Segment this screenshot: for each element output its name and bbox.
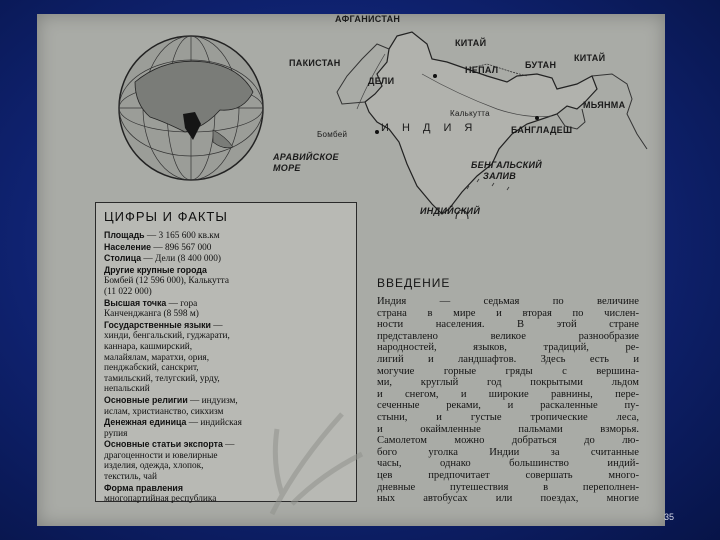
intro-title: ВВЕДЕНИЕ <box>377 276 451 290</box>
facts-list: Площадь — 3 165 600 кв.км Население — 896 567 000 Столица — Дели (8 400 000) Другие крупные города Бомбей (12 596 000), Калькутта (11 022 000) Высшая точка — гора Канченджанга (8 598 м) Государственные языки — хинди, бенгальский, гуджарати, каннара, кашмирский, малайялам, маратхи, ория, пенджабский, санскрит, тамильский, телугский, урду, непальский Основные религии — индуизм, ислам, христианство, сикхизм Денежная единица — индийская рупия Основные статьи экспорта — драгоценности и ювелирные изделия, одежда, хлопок, текстиль, чай Форма правления многопартийная республика <box>104 230 348 505</box>
bombay-dot <box>375 130 379 134</box>
label-arabian-sea-1: АРАВИЙСКОЕ <box>273 152 339 162</box>
label-pakistan: ПАКИСТАН <box>289 58 341 68</box>
label-nepal: НЕПАЛ <box>465 65 499 75</box>
northeast-border <box>592 74 647 149</box>
label-calcutta: Калькутта <box>450 109 490 118</box>
fact-peak: Высшая точка — гора <box>104 297 198 309</box>
label-myanmar: МЬЯНМА <box>583 100 626 110</box>
india-map <box>37 14 665 219</box>
scanned-page <box>37 14 665 526</box>
fact-currency: Денежная единица — индийская <box>104 417 242 429</box>
label-arabian-sea-2: МОРЕ <box>273 163 301 173</box>
label-india: И Н Д И Я <box>381 122 478 134</box>
label-bombay: Бомбей <box>317 130 348 139</box>
globe-icon <box>115 32 267 184</box>
label-delhi: ДЕЛИ <box>368 76 395 86</box>
fact-capital: Столица — Дели (8 400 000) <box>104 253 221 265</box>
delhi-dot <box>433 74 437 78</box>
label-afghanistan: АФГАНИСТАН <box>335 14 401 24</box>
fact-languages: Государственные языки — <box>104 319 223 331</box>
label-bhutan: БУТАН <box>525 60 557 70</box>
label-bengal-bay-1: БЕНГАЛЬСКИЙ <box>471 160 543 170</box>
label-china-east: КИТАЙ <box>574 53 606 63</box>
label-china-west: КИТАЙ <box>455 38 487 48</box>
label-bangladesh: БАНГЛАДЕШ <box>511 125 573 135</box>
fact-government: Форма правления <box>104 482 183 493</box>
fact-religions: Основные религии — индуизм, <box>104 394 238 406</box>
fact-exports: Основные статьи экспорта — <box>104 439 235 451</box>
intro-text: Индия — седьмая по величине страна в мире и вторая по числен- ности населения. В этой стране представлено великое разнообразие народностей, языков, традиций, ре- лигий и ландшафтов. Здесь есть и могучие горные гряды с вершина- ми, круглый год покрытыми льдом и снегом, и широкие равнины, пере- сеченные реками, и раскаленные пу- стыни, и густые тропические леса, и окаймленные пальмами взморья. Самолетом можно добраться до лю- бого уголка Индии за считанные часы, однако большинство индий- цев предпочитает совершать много- дневные путешествия в переполнен- ных автобусах или поездах, многие <box>377 296 639 505</box>
label-indian-ocean-1: ИНДИЙСКИЙ <box>420 206 481 216</box>
fact-cities: Другие крупные города <box>104 264 207 275</box>
calcutta-dot <box>535 116 539 120</box>
facts-title: ЦИФРЫ И ФАКТЫ <box>104 209 228 224</box>
fact-population: Население — 896 567 000 <box>104 241 212 253</box>
fact-area: Площадь — 3 165 600 кв.км <box>104 230 220 241</box>
plant-decoration <box>252 394 382 524</box>
slide-number: 35 <box>664 512 675 522</box>
label-bengal-bay-2: ЗАЛИВ <box>483 171 517 181</box>
